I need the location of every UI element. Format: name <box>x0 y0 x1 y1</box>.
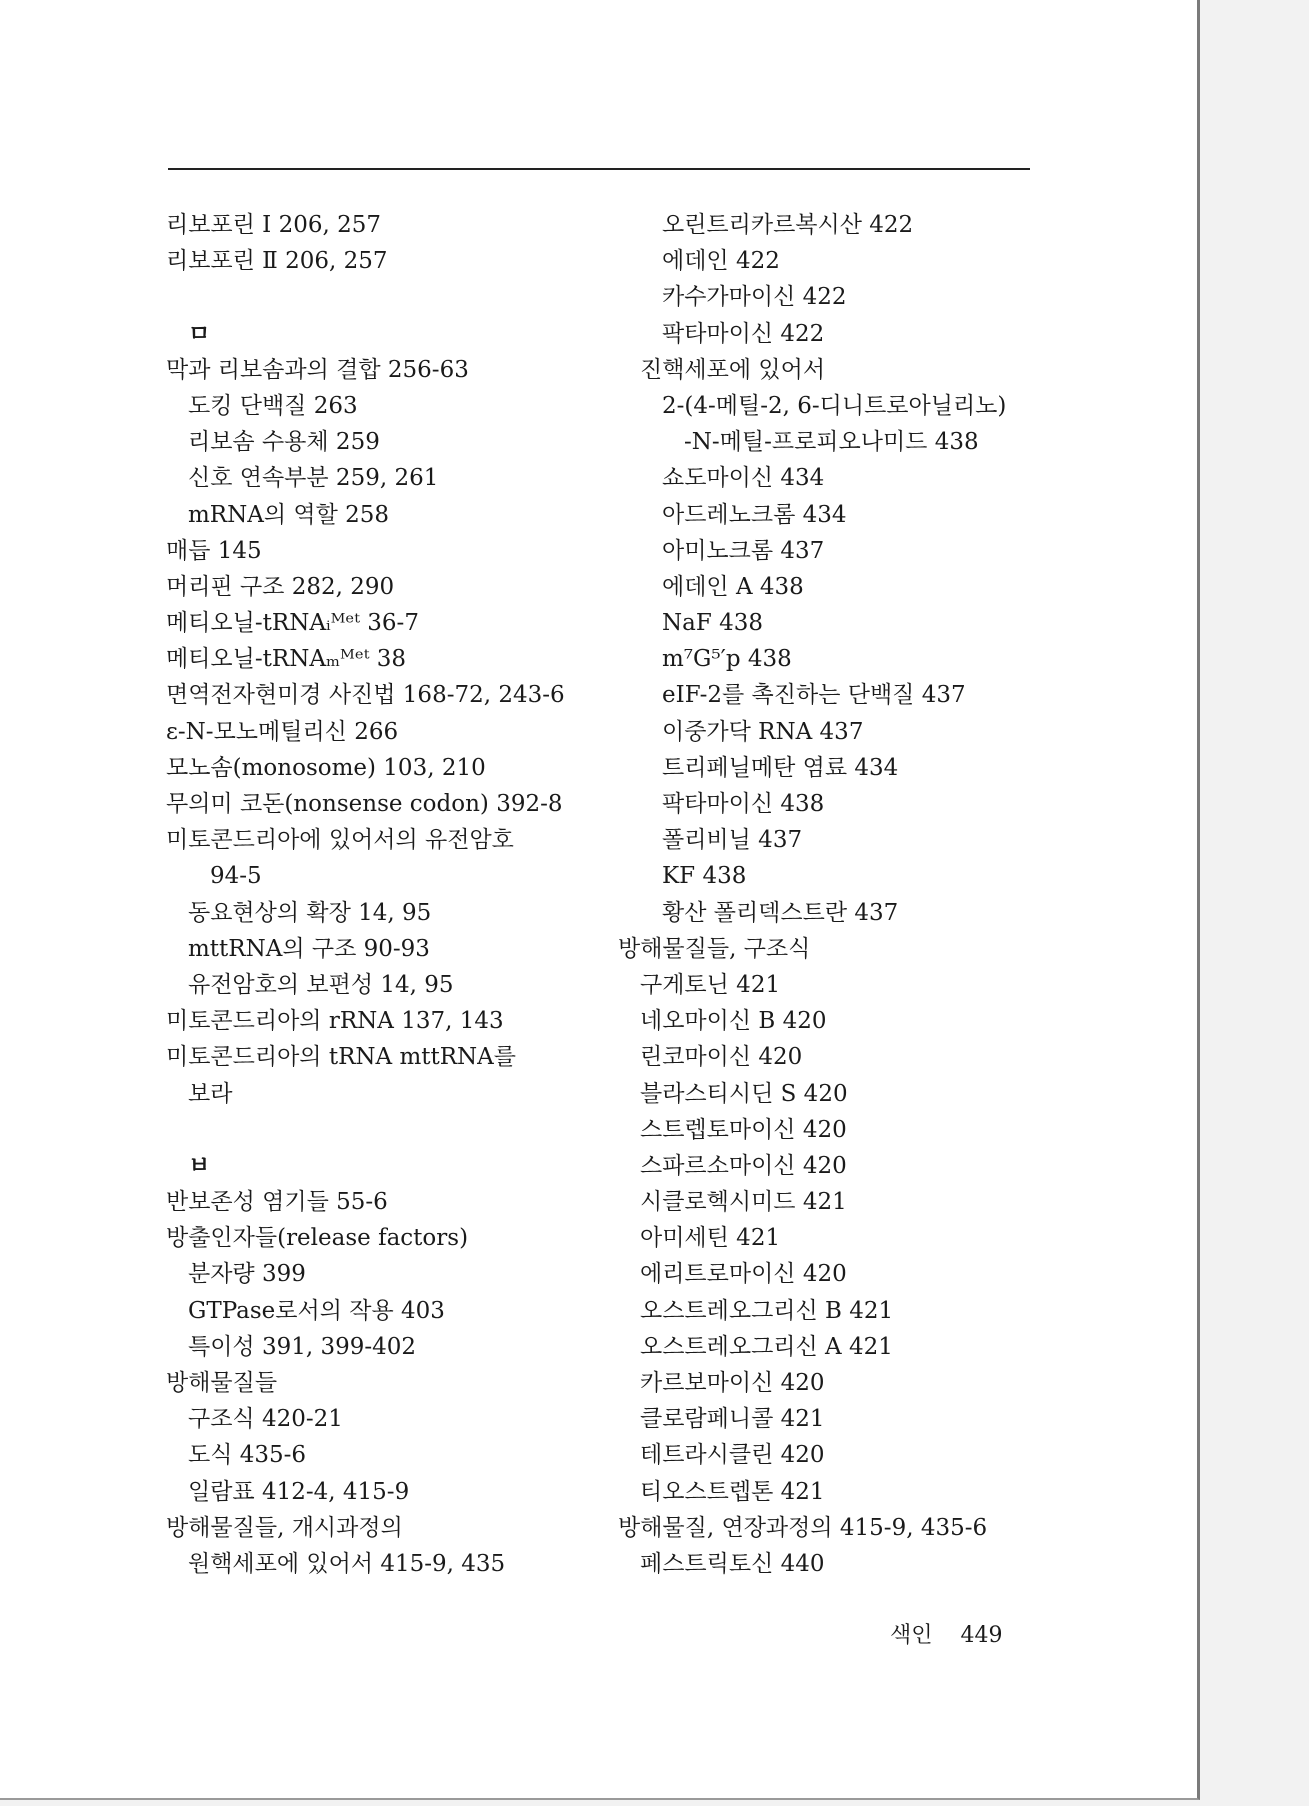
index-entry: 에데인 422 <box>662 248 780 275</box>
index-entry: 진핵세포에 있어서 <box>640 356 826 383</box>
index-entry: mRNA의 역할 258 <box>188 501 390 528</box>
index-entry: 보라 <box>188 1080 233 1107</box>
index-entry: 오스트레오그리신 A 421 <box>640 1333 893 1360</box>
header-rule <box>168 168 1030 170</box>
index-entry: 팍타마이신 438 <box>662 791 825 817</box>
index-entry: 시클로헥시미드 421 <box>640 1189 847 1216</box>
index-entry: 리보포린 I 206, 257 <box>166 212 382 238</box>
index-entry: 유전암호의 보편성 14, 95 <box>188 971 454 998</box>
index-entry: 분자량 399 <box>188 1261 306 1288</box>
index-entry: 이중가닥 RNA 437 <box>662 718 864 745</box>
index-entry: 방해물질들 <box>166 1370 278 1396</box>
index-entry: 오린트리카르복시산 422 <box>662 212 914 238</box>
index-entry: eIF-2를 촉진하는 단백질 437 <box>662 682 966 709</box>
spacer <box>166 279 606 315</box>
index-entry: mttRNA의 구조 90-93 <box>188 935 430 962</box>
index-entry: 스트렙토마이신 420 <box>640 1116 847 1143</box>
index-entry: 페스트릭토신 440 <box>640 1550 825 1577</box>
index-entry: 메티오닐-tRNAᵢᴹᵉᵗ 36-7 <box>166 610 419 637</box>
index-entry: 미토콘드리아에 있어서의 유전암호 <box>166 827 514 854</box>
index-entry: 무의미 코돈(nonsense codon) 392-8 <box>166 791 563 817</box>
index-entry: 에데인 A 438 <box>662 573 804 600</box>
index-entry: 트리페닐메탄 염료 434 <box>662 754 899 781</box>
index-entry: 아드레노크롬 434 <box>662 501 847 528</box>
index-entry: NaF 438 <box>662 610 764 637</box>
index-entry: KF 438 <box>662 863 747 890</box>
index-entry: 도식 435-6 <box>188 1442 307 1469</box>
index-entry: 방해물질들, 구조식 <box>618 935 811 962</box>
index-entry: 방해물질들, 개시과정의 <box>166 1514 403 1541</box>
index-entry: 쇼도마이신 434 <box>662 465 825 492</box>
index-entry: 2-(4-메틸-2, 6-디니트로아닐리노) <box>662 392 1007 419</box>
index-entry: 블라스티시딘 S 420 <box>640 1080 848 1107</box>
index-entry: 신호 연속부분 259, 261 <box>188 465 439 492</box>
index-entry: 막과 리보솜과의 결합 256-63 <box>166 356 469 383</box>
index-entry: 매듭 145 <box>166 537 262 564</box>
index-entry: 황산 폴리덱스트란 437 <box>662 899 899 926</box>
index-entry: 티오스트렙톤 421 <box>640 1478 825 1505</box>
index-entry: 반보존성 염기들 55-6 <box>166 1189 388 1216</box>
page-footer <box>890 1618 1003 1649</box>
section-letter-heading: ㅂ <box>188 1152 211 1179</box>
index-entry: 구게토닌 421 <box>640 971 781 998</box>
index-entry: 오스트레오그리신 B 421 <box>640 1297 894 1324</box>
index-entry: 머리핀 구조 282, 290 <box>166 573 395 600</box>
index-entry: 방해물질, 연장과정의 415-9, 435-6 <box>618 1514 988 1541</box>
footer-page-number: 449 <box>960 1623 1003 1648</box>
index-entry: 리보포린 Ⅱ 206, 257 <box>166 248 388 275</box>
spacer <box>166 1112 606 1148</box>
index-entry: 미토콘드리아의 tRNA mttRNA를 <box>166 1044 517 1071</box>
index-entry: 카르보마이신 420 <box>640 1370 825 1396</box>
index-entry: 클로람페니콜 421 <box>640 1406 825 1433</box>
index-entry: m⁷G⁵′p 438 <box>662 646 792 673</box>
index-entry: 면역전자현미경 사진법 168-72, 243-6 <box>166 682 565 709</box>
index-entry: 테트라시클린 420 <box>640 1442 825 1469</box>
index-entry: 메티오닐-tRNAₘᴹᵉᵗ 38 <box>166 646 407 673</box>
index-entry: 미토콘드리아의 rRNA 137, 143 <box>166 1008 504 1035</box>
index-entry: 동요현상의 확장 14, 95 <box>188 899 432 926</box>
index-entry: 94-5 <box>210 863 262 890</box>
index-entry: 아미세틴 421 <box>640 1225 781 1252</box>
index-entry: -N-메틸-프로피오나미드 438 <box>684 429 979 456</box>
index-entry: 리보솜 수용체 259 <box>188 429 380 456</box>
index-entry: 모노솜(monosome) 103, 210 <box>166 754 486 781</box>
index-entry: 일람표 412-4, 415-9 <box>188 1478 410 1505</box>
index-entry: 폴리비닐 437 <box>662 827 803 854</box>
index-entry: 팍타마이신 422 <box>662 320 825 347</box>
index-entry: ε-N-모노메틸리신 266 <box>166 718 399 745</box>
index-entry: 에리트로마이신 420 <box>640 1261 847 1288</box>
index-entry: 원핵세포에 있어서 415-9, 435 <box>188 1550 506 1577</box>
index-entry: 구조식 420-21 <box>188 1406 343 1433</box>
index-entry: GTPase로서의 작용 403 <box>188 1297 445 1324</box>
index-entry: 스파르소마이신 420 <box>640 1152 847 1179</box>
index-entry: 린코마이신 420 <box>640 1044 803 1071</box>
index-entry: 카수가마이신 422 <box>662 284 847 311</box>
index-entry: 아미노크롬 437 <box>662 537 825 564</box>
index-column-left <box>166 207 606 1582</box>
section-letter-heading: ㅁ <box>188 320 211 347</box>
index-entry: 특이성 391, 399-402 <box>188 1333 417 1360</box>
index-column-right <box>618 207 1038 1582</box>
footer-section-title: 색인 <box>890 1623 933 1648</box>
index-entry: 방출인자들(release factors) <box>166 1225 469 1252</box>
index-entry: 도킹 단백질 263 <box>188 392 358 419</box>
index-entry: 네오마이신 B 420 <box>640 1008 827 1035</box>
